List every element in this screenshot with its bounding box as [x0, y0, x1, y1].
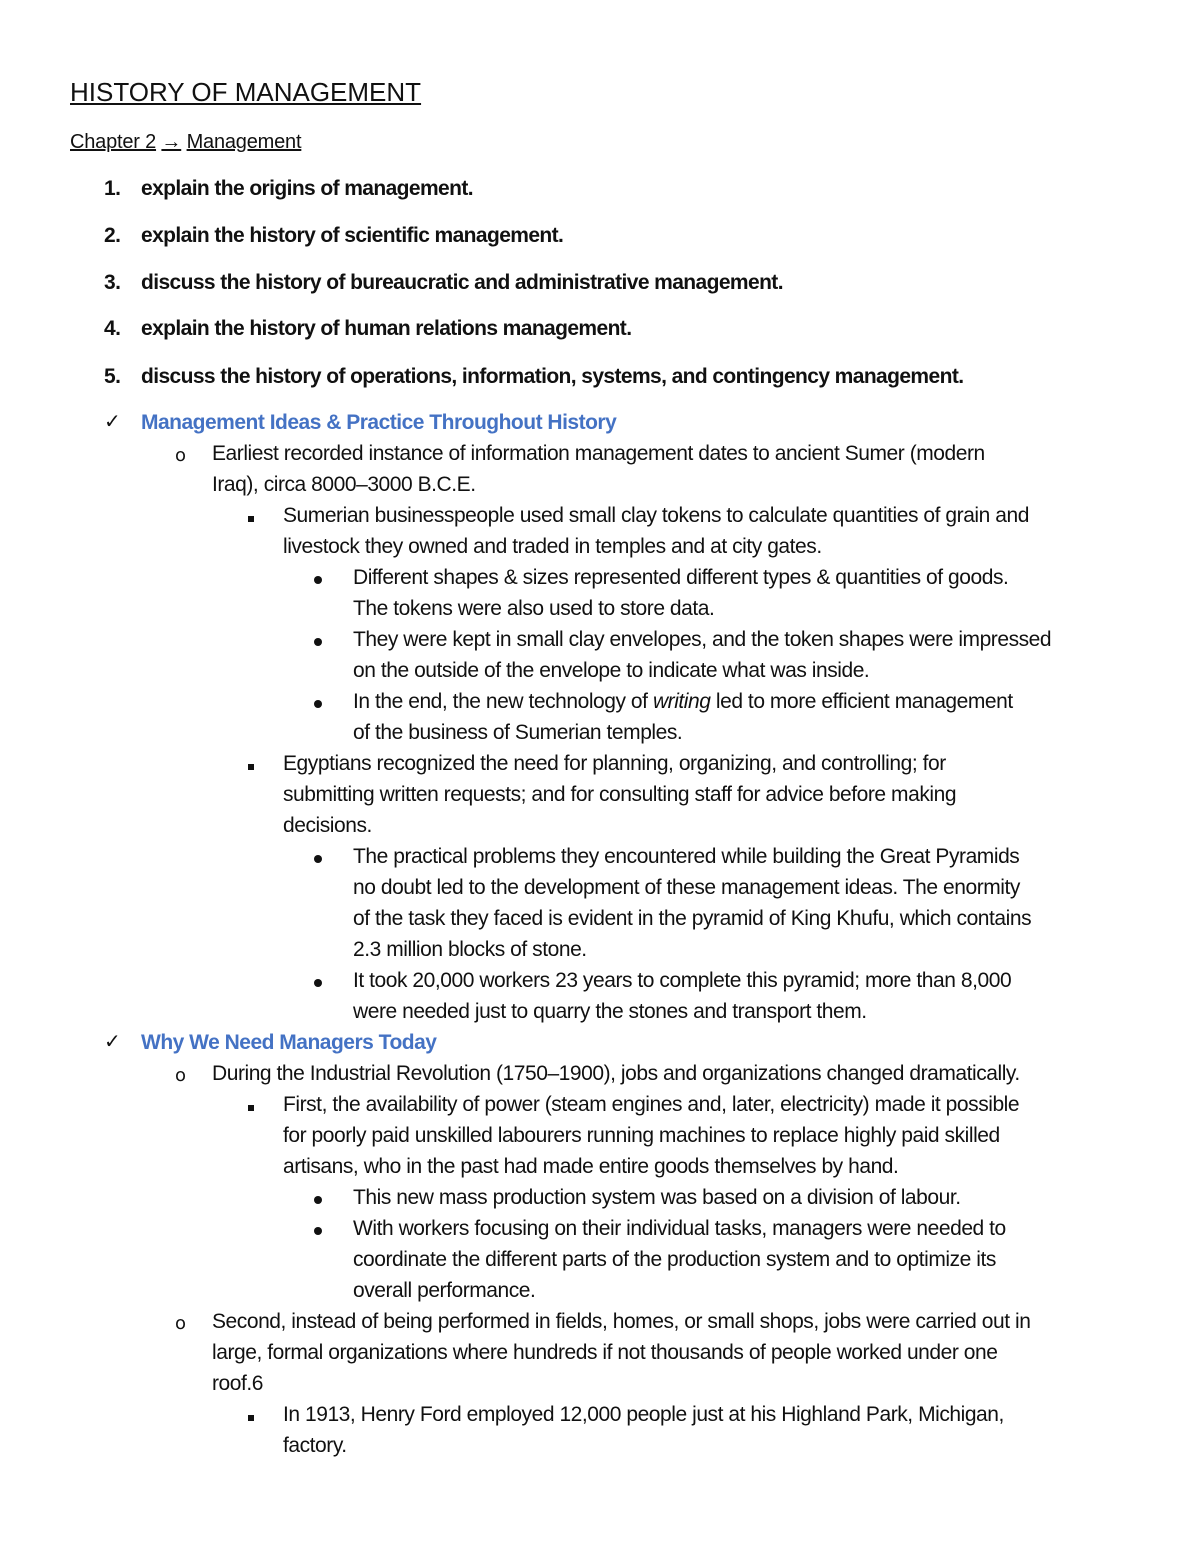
- text-line: Egyptians recognized the need for planning, organizing, and controlling; for: [283, 752, 946, 775]
- text-line: The practical problems they encountered while building the Great Pyramids: [353, 845, 1020, 868]
- round-bullet-shape: [314, 700, 322, 708]
- round-bullet-shape: [314, 855, 322, 863]
- round-bullet-icon: [314, 624, 322, 655]
- text-line: Earliest recorded instance of information management dates to ancient Sumer (modern: [212, 442, 985, 465]
- text-line: large, formal organizations where hundreds if not thousands of people worked under one: [212, 1341, 998, 1364]
- text-segment: led to more efficient management: [715, 690, 1013, 713]
- section-heading: Management Ideas & Practice Throughout History: [141, 411, 617, 434]
- text-line-mixed: [353, 686, 1013, 717]
- text-line: Different shapes & sizes represented different types & quantities of goods.: [353, 566, 1009, 589]
- text-line: In 1913, Henry Ford employed 12,000 people just at his Highland Park, Michigan,: [283, 1403, 1004, 1426]
- objective-number: 5.: [104, 365, 121, 388]
- text-line: Iraq), circa 8000–3000 B.C.E.: [212, 473, 476, 496]
- objective-number: 3.: [104, 271, 121, 294]
- text-line: Second, instead of being performed in fields, homes, or small shops, jobs were carried out in: [212, 1310, 1031, 1333]
- square-bullet-icon: [248, 748, 254, 779]
- arrow-icon: →: [161, 131, 182, 153]
- text-line: It took 20,000 workers 23 years to complete this pyramid; more than 8,000: [353, 969, 1012, 992]
- text-line: coordinate the different parts of the production system and to optimize its: [353, 1248, 996, 1271]
- chapter-label: Chapter 2: [70, 131, 157, 153]
- text-line: of the business of Sumerian temples.: [353, 721, 683, 744]
- objective-number: 2.: [104, 224, 121, 247]
- round-bullet-icon: [314, 1182, 322, 1213]
- circle-bullet-icon: o: [175, 1313, 187, 1334]
- round-bullet-icon: [314, 686, 322, 717]
- square-bullet-shape: [248, 1105, 254, 1111]
- text-line: First, the availability of power (steam engines and, later, electricity) made it possible: [283, 1093, 1020, 1116]
- text-line: overall performance.: [353, 1279, 536, 1302]
- objective-item: explain the origins of management.: [141, 177, 473, 200]
- text-line: During the Industrial Revolution (1750–1900), jobs and organizations changed dramatically.: [212, 1062, 1020, 1085]
- circle-bullet-icon: o: [175, 445, 187, 466]
- text-line: were needed just to quarry the stones and transport them.: [353, 1000, 867, 1023]
- text-line: on the outside of the envelope to indicate what was inside.: [353, 659, 870, 682]
- chapter-line: [70, 127, 301, 157]
- text-line: 2.3 million blocks of stone.: [353, 938, 587, 961]
- objective-item: discuss the history of operations, information, systems, and contingency management.: [141, 365, 964, 388]
- page-title: HISTORY OF MANAGEMENT: [70, 77, 422, 107]
- text-line: This new mass production system was based on a division of labour.: [353, 1186, 961, 1209]
- chapter-topic: Management: [186, 131, 302, 153]
- text-line: The tokens were also used to store data.: [353, 597, 715, 620]
- text-line: They were kept in small clay envelopes, and the token shapes were impressed: [353, 628, 1052, 651]
- text-segment: In the end, the new technology of: [353, 690, 648, 713]
- text-line: submitting written requests; and for consulting staff for advice before making: [283, 783, 957, 806]
- objective-number: 1.: [104, 177, 121, 200]
- round-bullet-shape: [314, 1196, 322, 1204]
- round-bullet-icon: [314, 1213, 322, 1244]
- text-line: decisions.: [283, 814, 372, 837]
- text-line: of the task they faced is evident in the pyramid of King Khufu, which contains: [353, 907, 1032, 930]
- round-bullet-icon: [314, 841, 322, 872]
- square-bullet-icon: [248, 500, 254, 531]
- round-bullet-icon: [314, 965, 322, 996]
- text-line: factory.: [283, 1434, 347, 1457]
- circle-bullet-icon: o: [175, 1065, 187, 1086]
- objective-item: explain the history of human relations management.: [141, 317, 632, 340]
- section-heading: Why We Need Managers Today: [141, 1031, 437, 1054]
- emphasis-text: writing: [652, 690, 711, 713]
- text-line: for poorly paid unskilled labourers running machines to replace highly paid skilled: [283, 1124, 1000, 1147]
- text-line: livestock they owned and traded in temples and at city gates.: [283, 535, 822, 558]
- round-bullet-icon: [314, 562, 322, 593]
- round-bullet-shape: [314, 1227, 322, 1235]
- round-bullet-shape: [314, 979, 322, 987]
- text-line: Sumerian businesspeople used small clay tokens to calculate quantities of grain and: [283, 504, 1029, 527]
- square-bullet-shape: [248, 516, 254, 522]
- objective-item: explain the history of scientific management.: [141, 224, 564, 247]
- objective-item: discuss the history of bureaucratic and administrative management.: [141, 271, 783, 294]
- text-line: artisans, who in the past had made entire goods themselves by hand.: [283, 1155, 899, 1178]
- round-bullet-shape: [314, 576, 322, 584]
- round-bullet-shape: [314, 638, 322, 646]
- square-bullet-icon: [248, 1089, 254, 1120]
- objective-number: 4.: [104, 317, 121, 340]
- square-bullet-icon: [248, 1399, 254, 1430]
- text-line: roof.6: [212, 1372, 263, 1395]
- square-bullet-shape: [248, 764, 254, 770]
- checkmark-icon: ✓: [104, 411, 121, 433]
- text-line: With workers focusing on their individual tasks, managers were needed to: [353, 1217, 1006, 1240]
- checkmark-icon: ✓: [104, 1031, 121, 1053]
- square-bullet-shape: [248, 1415, 254, 1421]
- text-line: no doubt led to the development of these management ideas. The enormity: [353, 876, 1020, 899]
